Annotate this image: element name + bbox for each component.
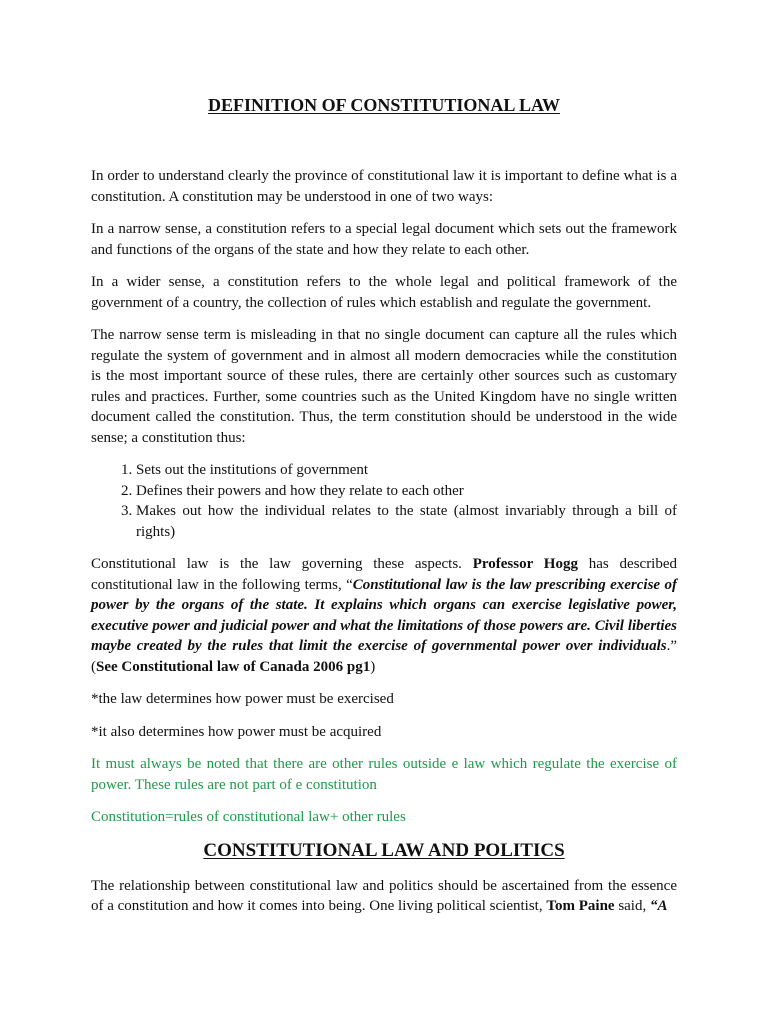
hogg-citation: See Constitutional law of Canada 2006 pg1 [96,658,371,675]
section-heading-politics: CONSTITUTIONAL LAW AND POLITICS [203,839,565,861]
list-item: 3. Makes out how the individual relates to the state (almost invariably through a bill of rights) [136,501,677,542]
list-item: 2. Defines their powers and how they relate to each other [136,481,677,502]
narrow-sense-paragraph: In a narrow sense, a constitution refers to a special legal document which sets out the framework and functions of the organs of the state and how they relate to each other. [91,221,677,258]
hogg-lead: Constitutional law is the law governing these aspects. [91,556,473,572]
intro-paragraph: In order to understand clearly the province of constitutional law it is important to define what is a constitution. A constitution may be understood in one of two ways: [91,168,677,205]
note-acquired: *it also determines how power must be acquired [91,723,382,740]
hogg-paragraph [91,554,677,677]
misleading-paragraph: The narrow sense term is misleading in that no single document can capture all the rules which regulate the system of government and in almost all modern democracies while the constitution is the most important source of these rules, there are certainly other sources such as customary rules and practices. Further, some countries such as the United Kingdom have no single written document called the constitution. Thus, the term constitution should be understood in the wide sense; a constitution thus: [91,327,677,446]
list-item: 1. Sets out the institutions of government [136,460,677,481]
constitution-functions-list [91,460,677,542]
hogg-mid: has described constitutional law in the following terms, “ [91,556,678,593]
politics-name: Tom Paine [546,898,615,914]
note-exercise: *the law determines how power must be exercised [91,691,394,707]
hogg-quote: Constitutional law is the law prescribing exercise of power by the organs of the state. It explains which organs can exercise legislative power, executive power and judicial power and what the limitations of those powers are. Civil liberties maybe created by the rules that limit the exercise of governmental power over individuals [91,576,677,654]
hogg-name: Professor Hogg [472,556,578,572]
document-body [91,166,677,929]
politics-quote-start: “A [649,898,668,914]
politics-lead: The relationship between constitutional law and politics should be ascertained from the essence of a constitution and how it comes into being. One living political scientist, [91,877,677,914]
hogg-close: .” ( [91,638,677,675]
green-equation-paragraph: Constitution=rules of constitutional law+ other rules [91,809,406,825]
politics-paragraph [91,876,677,917]
politics-mid: said, [614,898,650,914]
green-note-paragraph: It must always be noted that there are other rules outside e law which regulate the exercise of power. These rules are not part of e constitution [91,756,677,793]
page-title: DEFINITION OF CONSTITUTIONAL LAW [208,95,560,115]
hogg-end: ) [370,658,376,675]
wider-sense-paragraph: In a wider sense, a constitution refers to the whole legal and political framework of the government of a country, the collection of rules which establish and regulate the government. [91,274,677,311]
